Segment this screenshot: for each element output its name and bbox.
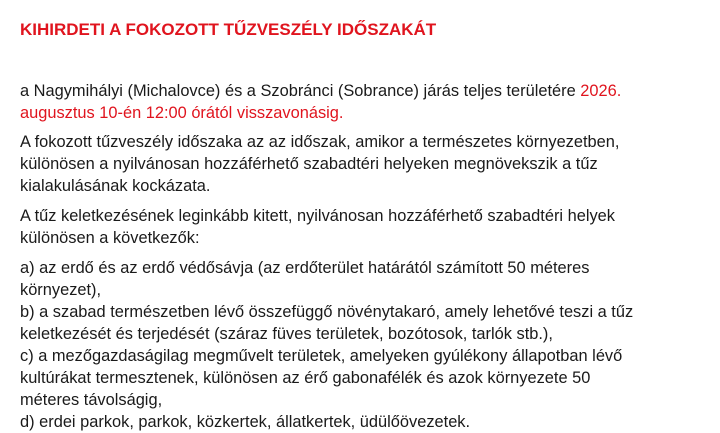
area-text: a Nagymihályi (Michalovce) és a Szobránci (Sobrance) járás teljes területére bbox=[20, 82, 581, 100]
list-item-b-line-1: b) a szabad természetben lévő összefüggő növénytakaró, amely lehetővé teszi a tűz bbox=[20, 303, 634, 321]
announcement-paragraph bbox=[20, 80, 621, 124]
places-intro-line-1: A tűz keletkezésének leginkább kitett, nyilvánosan hozzáférhető szabadtéri helyek bbox=[20, 207, 615, 225]
start-date-year: 2026. bbox=[580, 82, 622, 100]
start-date-time: augusztus 10-én 12:00 órától visszavonásig. bbox=[20, 104, 344, 122]
places-list bbox=[20, 257, 633, 433]
announcement-line-1 bbox=[20, 80, 621, 102]
definition-line-2: különösen a nyilvánosan hozzáférhető szabadtéri helyeken megnövekszik a tűz bbox=[20, 155, 598, 173]
list-item-a-line-1: a) az erdő és az erdő védősávja (az erdőterület határától számított 50 méteres bbox=[20, 259, 590, 277]
definition-paragraph bbox=[20, 131, 619, 197]
list-item-c-line-2: kultúrákat termesztenek, különösen az érő gabonafélék és azok környezete 50 bbox=[20, 369, 591, 387]
document-heading: KIHIRDETI A FOKOZOTT TŰZVESZÉLY IDŐSZAKÁT bbox=[20, 20, 437, 39]
places-intro-line-2: különösen a következők: bbox=[20, 229, 200, 247]
list-item-b-line-2: keletkezését és terjedését (száraz füves területek, bozótosok, tarlók stb.), bbox=[20, 325, 553, 343]
list-item-c-line-1: c) a mezőgazdaságilag megművelt területek, amelyeken gyúlékony állapotban lévő bbox=[20, 347, 623, 365]
list-item-c-line-3: méteres távolságig, bbox=[20, 391, 163, 409]
definition-line-1: A fokozott tűzveszély időszaka az az időszak, amikor a természetes környezetben, bbox=[20, 133, 620, 151]
definition-line-3: kialakulásának kockázata. bbox=[20, 177, 211, 195]
list-item-a-line-2: környezet), bbox=[20, 281, 102, 299]
list-item-d-line-1: d) erdei parkok, parkok, közkertek, állatkertek, üdülőövezetek. bbox=[20, 413, 471, 431]
places-intro-paragraph bbox=[20, 205, 615, 249]
